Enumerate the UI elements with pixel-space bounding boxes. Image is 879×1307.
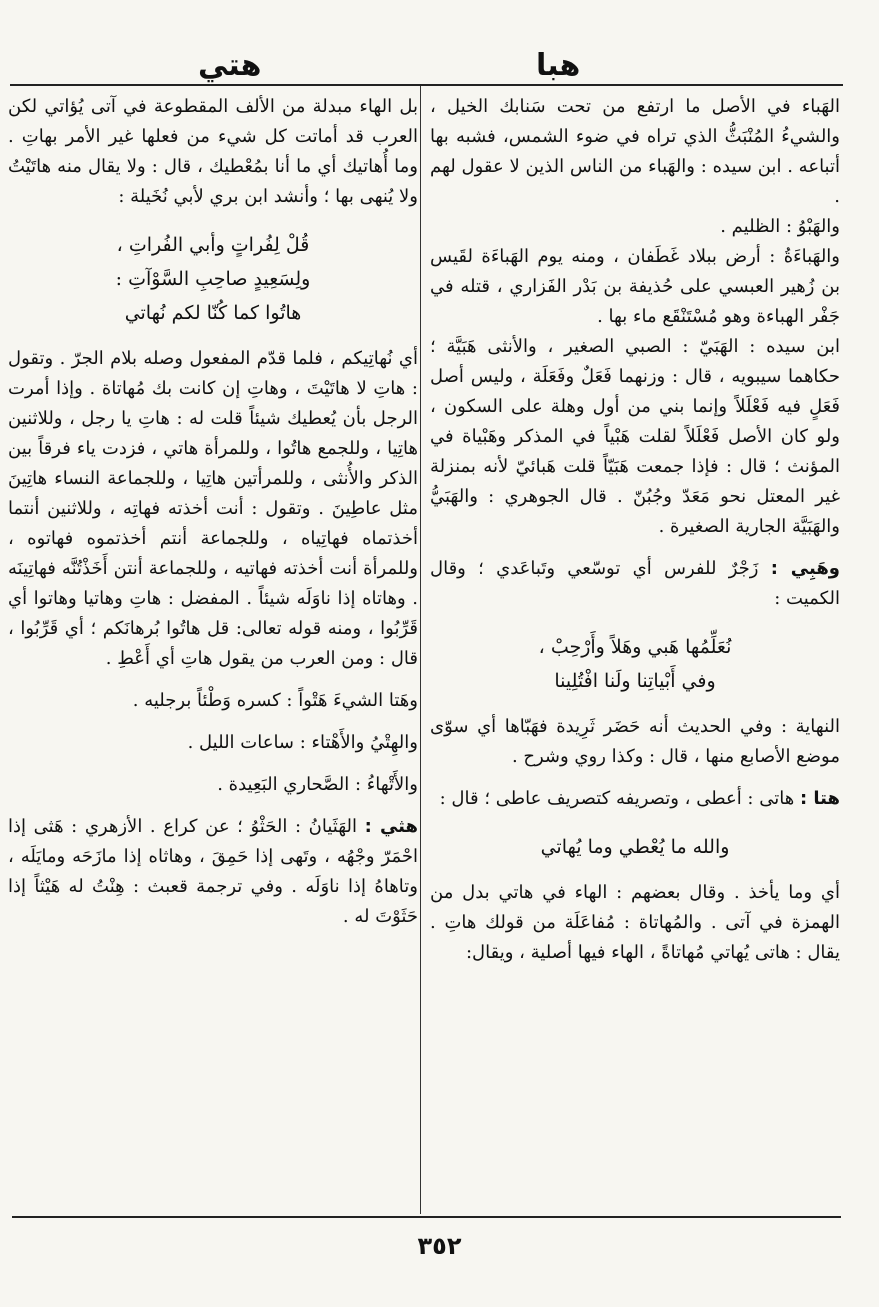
left-column [8, 92, 418, 1210]
entry-headword: وهَبِي : [770, 558, 840, 579]
bottom-rule [12, 1216, 841, 1218]
entry-paragraph: وهَتا الشيءَ هَتْواً : كسره وَطْئاً برجليه . [132, 690, 418, 711]
verse-line: هاتُوا كما كُنّا لكم نُهاتي [124, 302, 302, 324]
page-number: ٣٥٢ [417, 1232, 462, 1260]
verse-line: وفي أَبْياتِنا ولَنا افْتُلِينا [554, 670, 716, 692]
verse-line: نُعَلِّمُها هَبي وهَلاً وأَرْحِبْ ، [538, 636, 732, 658]
entry-paragraph: ابن سيده : الهَبَيّ : الصبي الصغير ، والأنثى هَبَيَّة ؛ حكاهما سيبويه ، قال : وزنهما فَعَلٌ وفَعَلَة ، وليس أصل فَعَلٍ فيه فَعْلَلاً وإنما بني من أول وهلة على السكون ، ولو كان الأصل فَعْلَلاً لقلت هَبْياً في المذكر وهَبْياة في المؤنث ؛ قال : فإذا جمعت هَبَيّاً قلت هَبائيّ لأنه بمنزلة غير المعتل نحو مَعَدّ وجُبُنّ . قال الجوهري : والهَبَيُّ والهَبَيَّة الجارية الصغيرة . [430, 336, 840, 537]
entry-paragraph: والأَتْهاءُ : الصَّحاري البَعِيدة . [217, 774, 418, 795]
entry-paragraph: بل الهاء مبدلة من الألف المقطوعة في آتى يُؤاتي لكن العرب قد أماتت كل شيء من فعلها غير الأمر بهاتِ . وما أُهاتيك أي ما أنا بمُعْطيك ، قال : ولا يقال منه هاتَيْتُ ولا يُنهى بها ؛ وأنشد ابن بري لأبي نُخَيلة : [8, 96, 418, 207]
header-word-right: هبا [536, 48, 581, 83]
entry-paragraph [8, 812, 418, 932]
verse-block [8, 228, 418, 330]
entry-paragraph: النهاية : وفي الحديث أنه حَضَر ثَرِيدة فهَبّاها أي سوّى موضع الأصابع منها ، قال : وكذا روي وشرح . [430, 716, 840, 767]
entry-headword: هثي : [364, 816, 418, 837]
header-word-left: هتي [198, 48, 262, 83]
verse-line: والله ما يُعْطي وما يُهاتي [540, 836, 730, 858]
verse-line: ولِسَعِيدٍ صاحِبِ السَّوْآتِ : [115, 268, 311, 290]
entry-paragraph: أي نُهاتِيكم ، فلما قدّم المفعول وصله بلام الجرّ . وتقول : هاتِ لا هاتَيْتَ ، وهاتِ إن كانت بك مُهاتاة . وإذا أمرت الرجل بأن يُعطيك شيئاً قلت له : هاتِ يا رجل ، وللاثنين هاتِيا ، وللجمع هاتُوا ، وللمرأة هاتي ، فزدت ياء فرقاً بين الذكر والأُنثى ، وللمرأتين هاتِيا ، وللجماعة النساء هاتِينَ مثل عاطِينَ . وتقول : أنت أخذته فهاتِه ، وللاثنين أنتما أخذتماه فهاتِياه ، وللجماعة أنتم أخذتموه فهاتوه ، وللمرأة أنت أخذته فهاتيه ، وللجماعة أنتن أَخَذْتُنَّه فهاتِينَه . وهاتاه إذا ناوَلَه شيئاً . المفضل : هاتِ وهاتيا وهاتوا أي قَرِّبُوا ، ومنه قوله تعالى: قل هاتُوا بُرهانَكم ؛ أي قَرِّبُوا ، قال : ومن العرب من يقول هاتِ أي أَعْطِ . [8, 348, 418, 669]
top-rule [10, 84, 843, 86]
entry-paragraph: والهِتْيُ والأَهْتاء : ساعات الليل . [187, 732, 418, 753]
entry-text: الهَثَيانُ : الحَثْوُ ؛ عن كراع . الأزهري : هَثى إذا احْمَرّ وجْهُه ، وتَهى إذا حَمِقَ ، وهاثاه إذا مازَحَه ومايَلَه ، وتاهاهُ إذا ناوَلَه . وفي ترجمة قعبث : هِنْتُ له هَيْثاً إذا حَثَوْتَ له . [8, 816, 418, 927]
verse-line: قُلْ لِفُراتٍ وأبي الفُراتِ ، [116, 234, 310, 256]
entry-text: زَجْرٌ للفرس أي توسّعي وتَباعَدي ؛ وقال الكميت : [430, 558, 840, 609]
entry-paragraph [430, 554, 840, 614]
right-column [430, 92, 840, 1210]
entry-paragraph: أي وما يأخذ . وقال بعضهم : الهاء في هاتي بدل من الهمزة في آتى . والمُهاتاة : مُفاعَلَة من قولك هاتِ . يقال : هاتى يُهاتي مُهاتاةً ، الهاء فيها أصلية ، ويقال: [430, 882, 840, 963]
entry-paragraph: الهَباء في الأصل ما ارتفع من تحت سَنابك الخيل ، والشيءُ المُنْبَثُّ الذي تراه في ضوء الشمس، فشبه بها أتباعه . ابن سيده : والهَباء من الناس الذين لا عقول لهم . [430, 96, 840, 207]
entry-paragraph [430, 784, 840, 814]
column-divider [420, 86, 421, 1214]
entry-paragraph: والهَباءَةُ : أرض ببلاد غَطَفان ، ومنه يوم الهَباءَة لقَيس بن زُهير العبسي على حُذيفة بن بَدْر الفَزاري ، قتله في جَفْر الهباءة وهو مُسْتَنْقَع ماء بها . [430, 246, 840, 327]
entry-headword: هتا : [799, 788, 840, 809]
entry-text: هاتى : أعطى ، وتصريفه كتصريف عاطى ؛ قال : [439, 788, 800, 809]
entry-paragraph: والهَبْوُ : الظليم . [720, 216, 840, 237]
verse-block [430, 830, 840, 864]
verse-block [430, 630, 840, 698]
